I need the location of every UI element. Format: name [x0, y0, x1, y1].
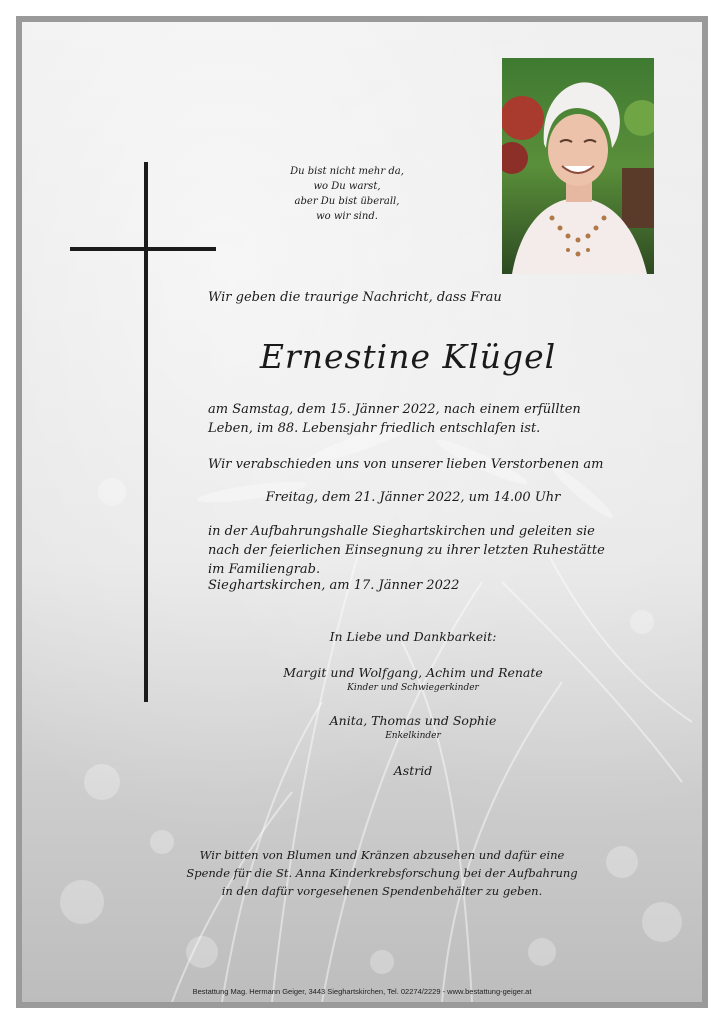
announcement-intro: Wir geben die traurige Nachricht, dass Frau — [208, 290, 502, 305]
ceremony-place: in der Aufbahrungshalle Sieghartskirchen und geleiten sie nach der feierlichen Einsegnung zu ihrer letzten Ruhestätte im Familiengrab. — [208, 524, 605, 577]
family-names: Astrid — [393, 763, 433, 778]
verse-line: aber Du bist überall, — [294, 196, 400, 207]
memorial-verse — [272, 164, 422, 224]
family-relation: Kinder und Schwiegerkinder — [347, 683, 479, 693]
farewell-text: Wir verabschieden uns von unserer lieben Verstorbenen am — [208, 457, 604, 472]
donation-note — [172, 846, 592, 900]
funeral-home-footer: Bestattung Mag. Hermann Geiger, 3443 Sieghartskirchen, Tel. 02274/2229 - www.bestattung-geiger.at — [192, 987, 532, 996]
obituary-card — [16, 16, 708, 1008]
passing-details: am Samstag, dem 15. Jänner 2022, nach einem erfüllten Leben, im 88. Lebensjahr friedlich entschlafen ist. — [208, 402, 581, 436]
verse-line: wo wir sind. — [316, 211, 378, 222]
family-names: Anita, Thomas und Sophie — [329, 713, 497, 728]
note-line: Spende für die St. Anna Kinderkrebsforschung bei der Aufbahrung — [186, 866, 578, 880]
note-line: in den dafür vorgesehenen Spendenbehälter zu geben. — [221, 884, 543, 898]
ceremony-datetime: Freitag, dem 21. Jänner 2022, um 14.00 Uhr — [265, 490, 561, 505]
thanks-heading: In Liebe und Dankbarkeit: — [329, 629, 497, 644]
portrait-photo — [502, 58, 654, 274]
cross-horizontal-beam — [70, 247, 216, 251]
cross-vertical-beam — [144, 162, 148, 702]
family-relation: Enkelkinder — [385, 731, 441, 741]
family-names: Margit und Wolfgang, Achim und Renate — [283, 665, 543, 680]
note-line: Wir bitten von Blumen und Kränzen abzusehen und dafür eine — [199, 848, 565, 862]
verse-line: Du bist nicht mehr da, — [290, 166, 404, 177]
deceased-name: Ernestine Klügel — [259, 337, 557, 376]
place-and-date: Sieghartskirchen, am 17. Jänner 2022 — [208, 578, 460, 593]
verse-line: wo Du warst, — [313, 181, 381, 192]
